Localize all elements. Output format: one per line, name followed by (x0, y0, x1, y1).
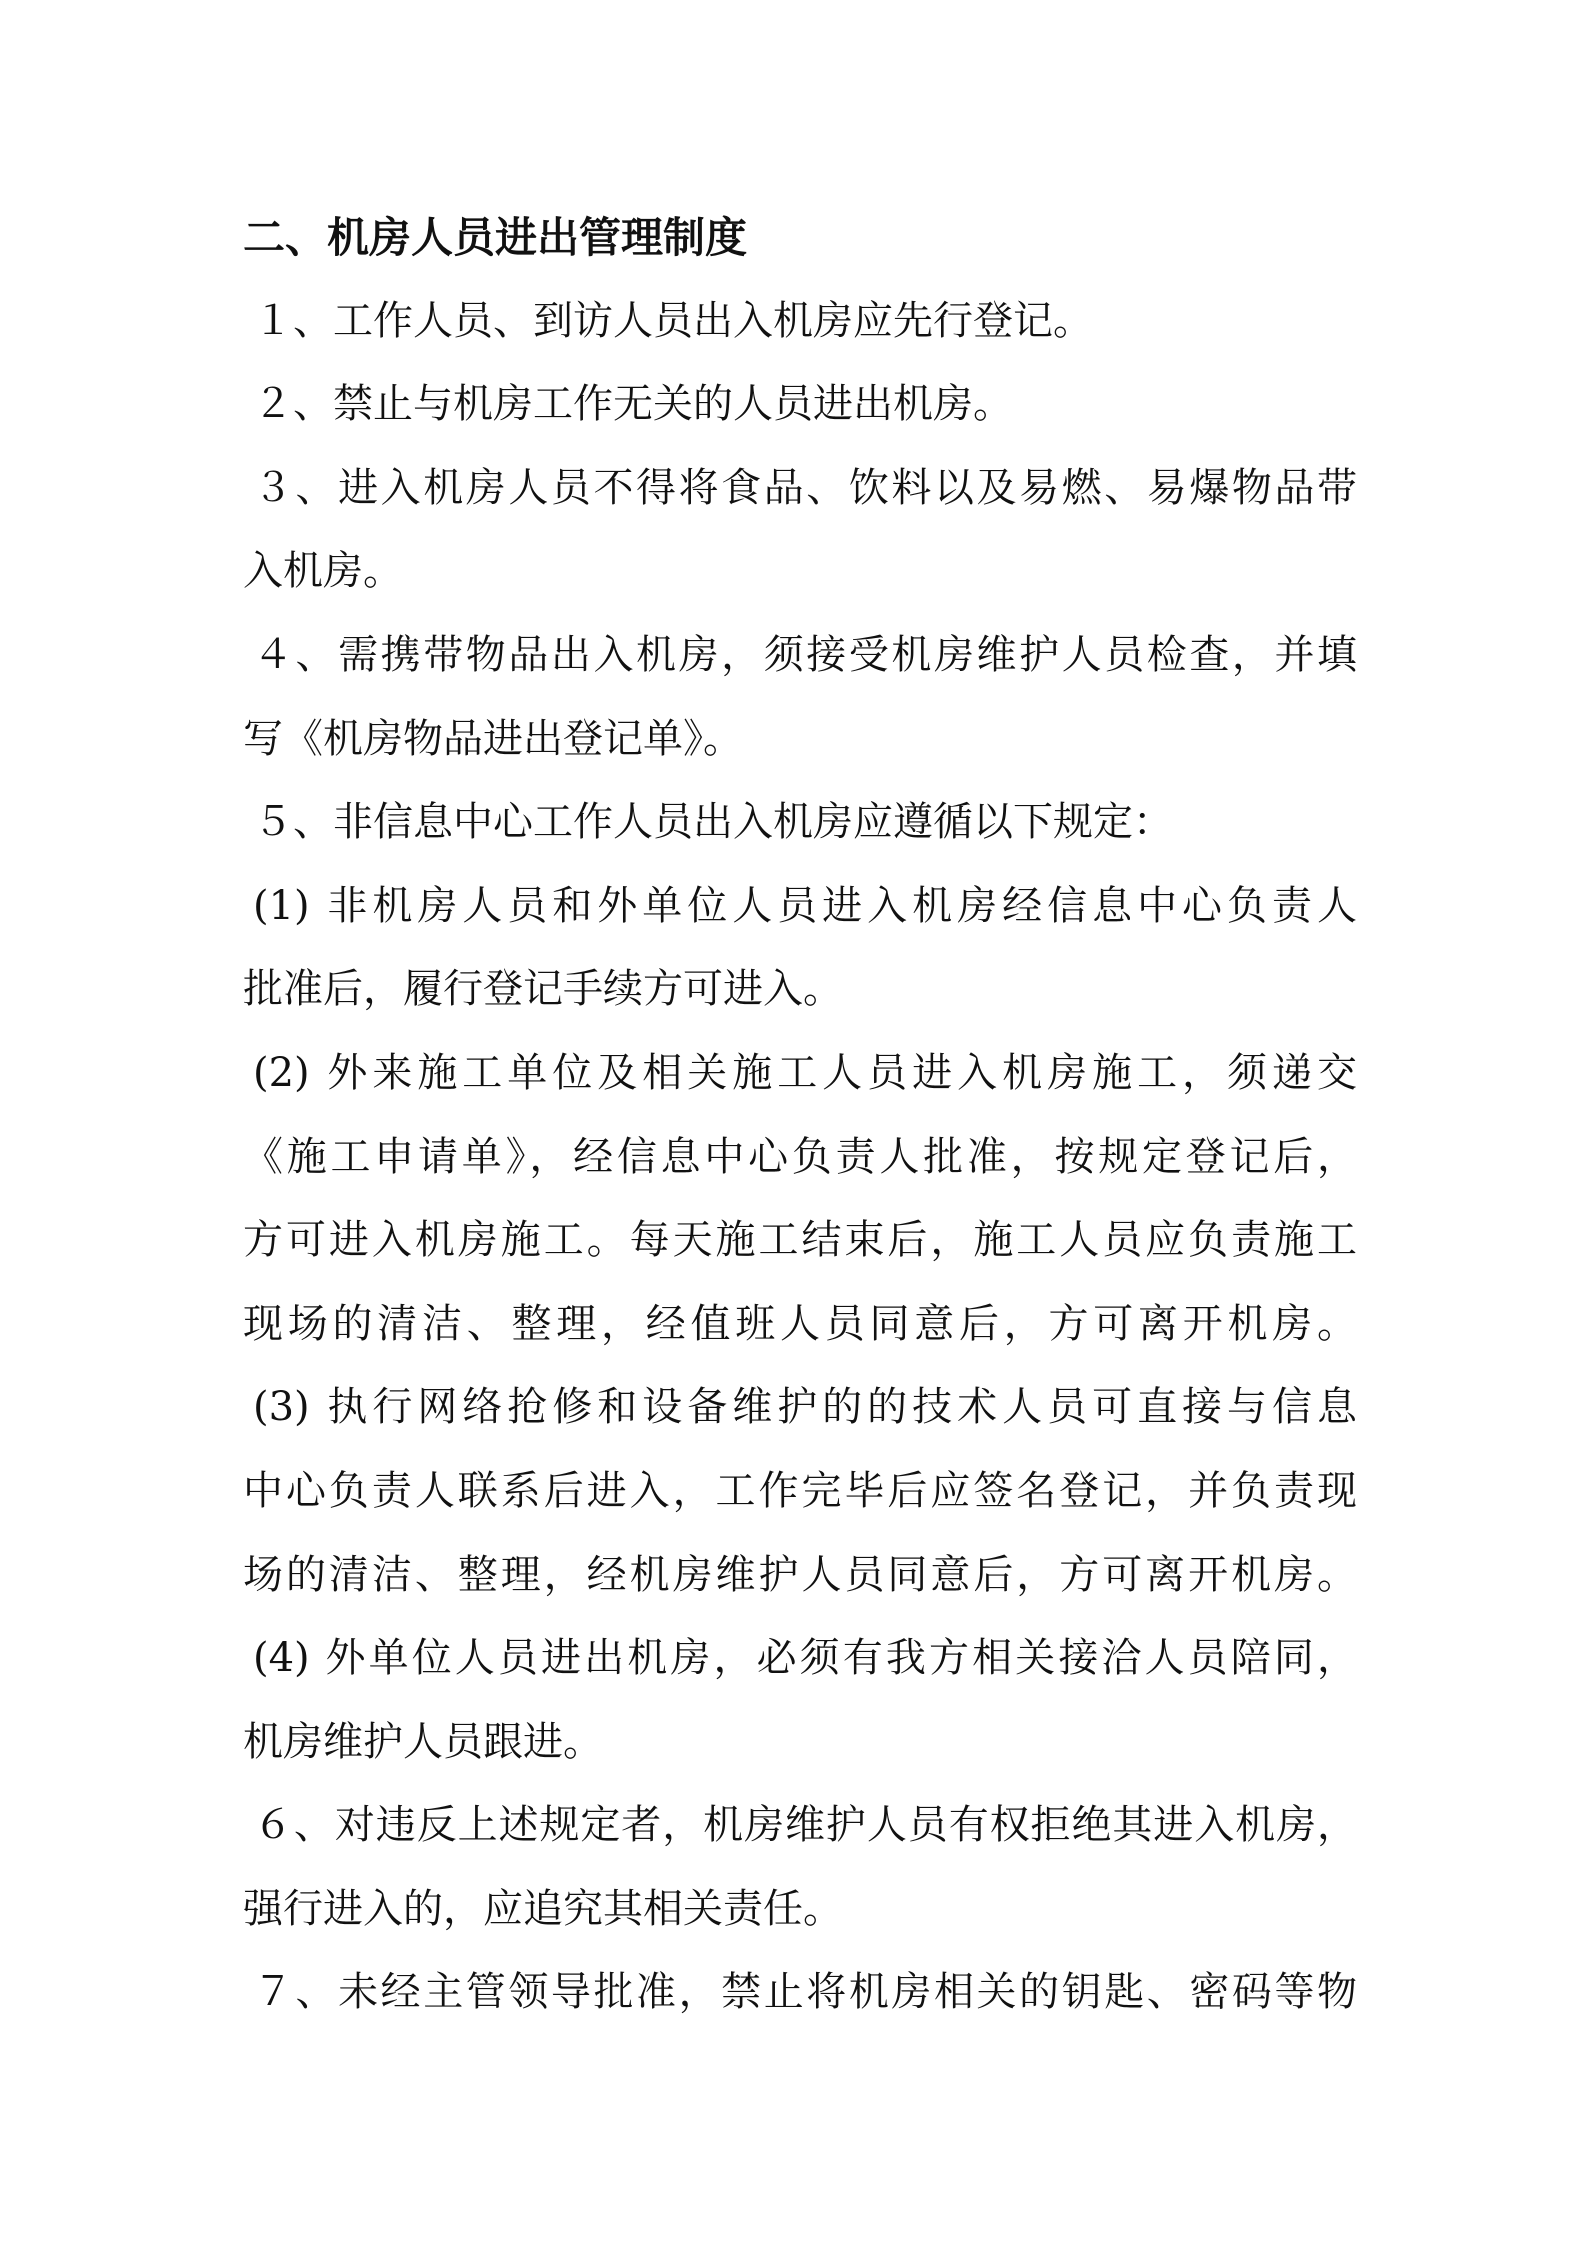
document-body (243, 196, 1357, 2035)
text-line: 强行进入的，应追究其相关责任。 (243, 1885, 843, 1932)
text-line: 中心负责人联系后进入，工作完毕后应签名登记，并负责现 (243, 1467, 1357, 1514)
text-line: (1) 非机房人员和外单位人员进入机房经信息中心负责人 (253, 882, 1357, 929)
text-line: 机房维护人员跟进。 (243, 1718, 603, 1765)
text-line: (2) 外来施工单位及相关施工人员进入机房施工，须递交 (253, 1049, 1357, 1096)
text-line: １、工作人员、到访人员出入机房应先行登记。 (253, 297, 1093, 344)
text-line: (4) 外单位人员进出机房，必须有我方相关接洽人员陪同， (253, 1635, 1357, 1682)
text-line: 《施工申请单》，经信息中心负责人批准，按规定登记后， (243, 1133, 1357, 1180)
text-line: (3) 执行网络抢修和设备维护的的技术人员可直接与信息 (253, 1384, 1357, 1431)
text-line: ５、非信息中心工作人员出入机房应遵循以下规定： (253, 799, 1173, 846)
text-line: 入机房。 (243, 548, 403, 595)
text-line: 方可进入机房施工。每天施工结束后，施工人员应负责施工 (243, 1217, 1357, 1264)
text-line: ７、未经主管领导批准，禁止将机房相关的钥匙、密码等物 (253, 1969, 1357, 2016)
section-title: 二、机房人员进出管理制度 (243, 213, 748, 262)
text-line: ４、需携带物品出入机房，须接受机房维护人员检查，并填 (253, 631, 1357, 678)
text-line: ３、进入机房人员不得将食品、饮料以及易燃、易爆物品带 (253, 464, 1357, 511)
text-line: 现场的清洁、整理，经值班人员同意后，方可离开机房。 (243, 1300, 1357, 1347)
text-line: 场的清洁、整理，经机房维护人员同意后，方可离开机房。 (243, 1551, 1357, 1598)
rule-list (243, 280, 1357, 2035)
text-line: 批准后，履行登记手续方可进入。 (243, 966, 843, 1013)
text-line: ６、对违反上述规定者，机房维护人员有权拒绝其进入机房， (253, 1802, 1357, 1849)
text-line: 写《机房物品进出登记单》。 (243, 715, 743, 762)
text-line: ２、禁止与机房工作无关的人员进出机房。 (253, 381, 1013, 428)
